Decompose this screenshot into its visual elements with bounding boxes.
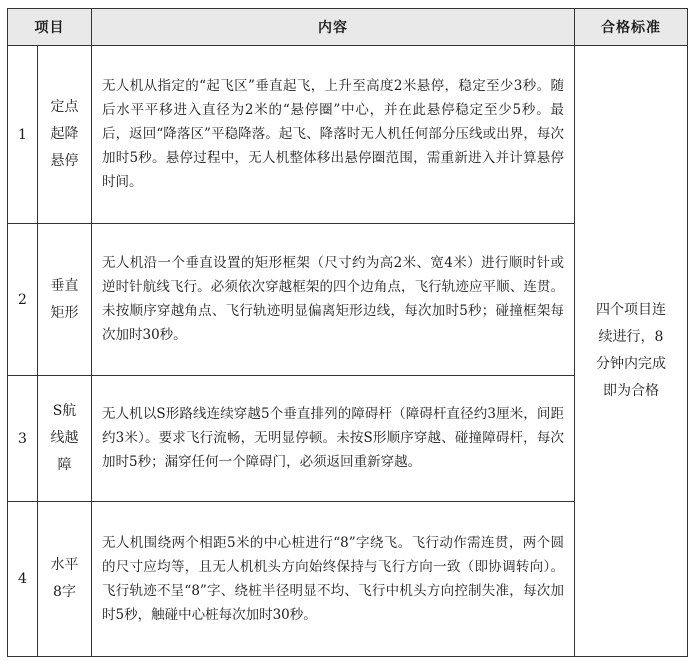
- row-content: 无人机从指定的“起飞区”垂直起飞，上升至高度2米悬停，稳定至少3秒。随后水平平移进入直径为2米的“悬停圈”中心，并在此悬停稳定至少5秒。最后，返回“降落区”平稳降落。起飞、降落时无人机任何部分压线或出界，每次加时5秒。悬停过程中，无人机整体移出悬停圈范围，需重新进入并计算悬停时间。: [92, 46, 575, 224]
- row-index: 3: [8, 376, 38, 502]
- header-row: [8, 9, 688, 46]
- row-index: 2: [8, 224, 38, 376]
- header-item: 项目: [8, 9, 92, 46]
- row-index: 1: [8, 46, 38, 224]
- row-content: 无人机沿一个垂直设置的矩形框架（尺寸约为高2米、宽4米）进行顺时针或逆时针航线飞行。必须依次穿越框架的四个边角点，飞行轨迹应平顺、连贯。未按顺序穿越角点、飞行轨迹明显偏离矩形边线，每次加时5秒；碰撞框架每次加时30秒。: [92, 224, 575, 376]
- row-item-name: [38, 224, 92, 376]
- standard-cell: 四个项目连续进行，8分钟内完成即为合格: [575, 46, 688, 657]
- assessment-table: [7, 8, 688, 657]
- row-content: 无人机以S形路线连续穿越5个垂直排列的障碍杆（障碍杆直径约3厘米，间距约3米）。要求飞行流畅，无明显停顿。未按S形顺序穿越、碰撞障碍杆，每次加时5秒；漏穿任何一个障碍门，必须返回重新穿越。: [92, 376, 575, 502]
- row-item-name: [38, 46, 92, 224]
- row-item-name-text: 定点起降悬停: [50, 99, 79, 169]
- row-item-name: [38, 376, 92, 502]
- row-index: 4: [8, 502, 38, 657]
- header-content: 内容: [92, 9, 575, 46]
- row-item-name-text: 垂直矩形: [50, 277, 79, 321]
- header-standard: 合格标准: [575, 9, 688, 46]
- table-row: [8, 46, 688, 224]
- row-item-name-text: S航线越障: [50, 403, 79, 473]
- row-item-name: [38, 502, 92, 657]
- row-item-name-text: 水平8字: [50, 557, 79, 600]
- row-content: 无人机围绕两个相距5米的中心桩进行“8”字绕飞。飞行动作需连贯，两个圆的尺寸应均等，且无人机机头方向始终保持与飞行方向一致（即协调转向）。飞行轨迹不呈“8”字、绕桩半径明显不均、飞行中机头方向控制失准，每次加时5秒，触碰中心桩每次加时30秒。: [92, 502, 575, 657]
